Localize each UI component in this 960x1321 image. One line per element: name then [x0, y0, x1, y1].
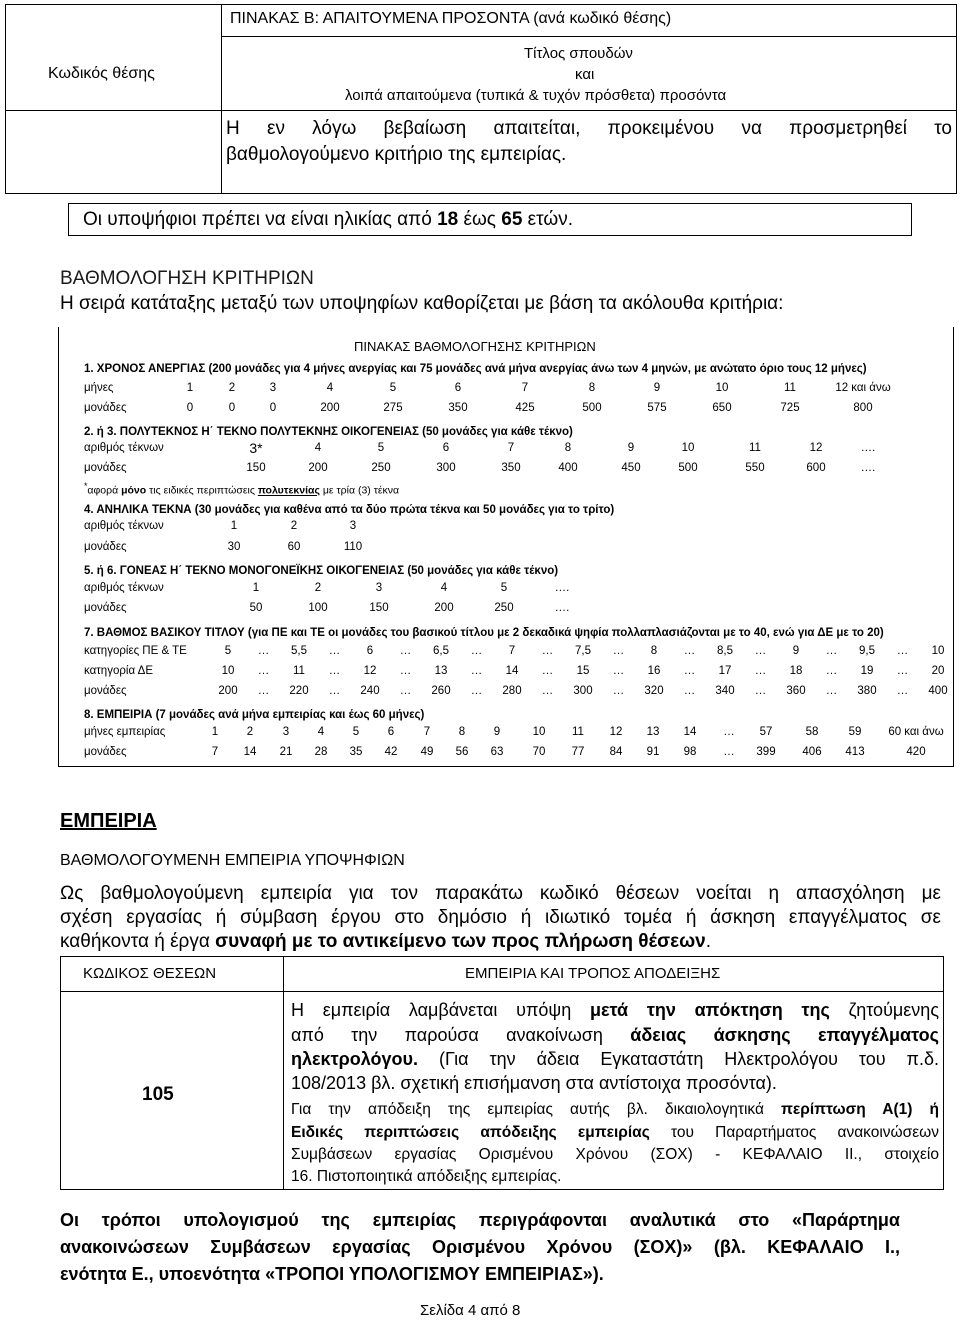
table-cell: …: [328, 645, 341, 657]
table-cell: 0: [269, 402, 277, 414]
experience-proof-line-1: Για την απόδειξη της εμπειρίας αυτής βλ. δικαιολογητικά περίπτωση Α(1) ή: [291, 1101, 939, 1118]
table-cell: 5: [389, 382, 397, 394]
table-cell: …: [723, 726, 735, 738]
table-cell: …: [896, 665, 909, 677]
table-b-note-line-2: βαθμολογούμενο κριτήριο της εμπειρίας.: [226, 144, 567, 165]
table-cell: 7,5: [575, 645, 591, 657]
table-cell: 12: [609, 726, 623, 738]
table-cell: 28: [314, 746, 328, 758]
table-cell: 250: [371, 462, 391, 474]
table-cell: 60 και άνω: [888, 726, 944, 738]
table-cell: 11: [293, 665, 305, 677]
table-cell: …: [328, 665, 341, 677]
table-cell: …: [399, 665, 412, 677]
polytekno-note: *αφορά μόνο τις ειδικές περιπτώσεις πολυτεκνίας με τρία (3) τέκνα: [84, 481, 400, 497]
table-cell: 7: [521, 382, 529, 394]
table-cell: 12: [363, 665, 377, 677]
table-cell: 725: [780, 402, 800, 414]
table-cell: ….: [554, 602, 570, 614]
table-cell: 56: [455, 746, 469, 758]
table-cell: 6: [366, 645, 374, 657]
table-cell: …: [541, 645, 554, 657]
table-cell: 575: [647, 402, 667, 414]
table-cell: 3: [375, 582, 383, 594]
table-cell: 5: [500, 582, 508, 594]
table-cell: 1: [211, 726, 219, 738]
table-cell: …: [683, 645, 696, 657]
table-cell: 8: [458, 726, 466, 738]
criterion-title: 7. ΒΑΘΜΟΣ ΒΑΣΙΚΟΥ ΤΙΤΛΟΥ (για ΠΕ και ΤΕ οι μονάδες του βασικού τίτλου με 2 δεκαδικά ψηφία πολλαπλασιάζονται με το 40, ενώ για ΔΕ με το 20): [84, 627, 884, 639]
table-cell: 200: [308, 462, 328, 474]
table-cell: 399: [756, 746, 776, 758]
table-cell: …: [257, 665, 270, 677]
table-cell: 380: [857, 685, 877, 697]
table-b-title: ΠΙΝΑΚΑΣ Β: ΑΠΑΙΤΟΥΜΕΝΑ ΠΡΟΣΟΝΤΑ (ανά κωδικό θέσης): [230, 10, 672, 27]
table-cell: 360: [786, 685, 806, 697]
table-b-header-divider: [5, 110, 957, 111]
row-label: μονάδες: [84, 541, 127, 553]
criterion-title: 2. ή 3. ΠΟΛΥΤΕΚΝΟΣ Η΄ ΤΕΚΝΟ ΠΟΛΥΤΕΚΝΗΣ ΟΙΚΟΓΕΝΕΙΑΣ (50 μονάδες για κάθε τέκνο): [84, 426, 573, 438]
table-cell: 9: [792, 645, 800, 657]
table-cell: 0: [228, 402, 236, 414]
table-cell: 220: [289, 685, 309, 697]
row-label: αριθμός τέκνων: [84, 520, 164, 532]
table-cell: 35: [349, 746, 363, 758]
table-cell: 9: [493, 726, 501, 738]
closing-line-3: ενότητα Ε., υποενότητα «ΤΡΟΠΟΙ ΥΠΟΛΟΓΙΣΜΟΥ ΕΜΠΕΙΡΙΑΣ»).: [60, 1264, 604, 1284]
table-cell: 11: [572, 726, 584, 738]
table-cell: 400: [558, 462, 578, 474]
table-cell: 98: [683, 746, 697, 758]
table-cell: 63: [490, 746, 504, 758]
table-cell: 240: [360, 685, 380, 697]
table-cell: …: [612, 645, 625, 657]
experience-subheading: ΒΑΘΜΟΛΟΓΟΥΜΕΝΗ ΕΜΠΕΙΡΙΑ ΥΠΟΨΗΦΙΩΝ: [60, 852, 405, 869]
table-cell: 3: [282, 726, 290, 738]
table-cell: 7: [508, 645, 516, 657]
table-cell: 50: [249, 602, 263, 614]
row-label: κατηγορίες ΠΕ & ΤΕ: [84, 645, 187, 657]
table-cell: 420: [906, 746, 926, 758]
table-b-title-divider: [221, 36, 957, 37]
table-cell: 3: [349, 520, 357, 532]
table-cell: …: [896, 685, 909, 697]
table-cell: 425: [515, 402, 535, 414]
table-cell: 8: [650, 645, 658, 657]
experience-desc-line-4: 108/2013 βλ. σχετική επισήμανση στα αντίστοιχα προσόντα).: [291, 1073, 777, 1093]
table-cell: 10: [715, 382, 729, 394]
table-cell: 1: [230, 520, 238, 532]
criterion-title: 1. ΧΡΟΝΟΣ ΑΝΕΡΓΙΑΣ (200 μονάδες για 4 μήνες ανεργίας και 75 μονάδες ανά μήνα ανεργίας άνω των 4 μηνών, με ανώτατο όριο τους 12 μήνες): [84, 363, 867, 375]
table-cell: …: [754, 685, 767, 697]
table-cell: 9: [627, 442, 635, 454]
experience-paragraph-line-2: σχέση εργασίας ή σύμβαση έργου στο δημόσιο ή ιδιωτικό τομέα ή άσκηση επαγγέλματος σε: [60, 907, 941, 928]
table-cell: 4: [440, 582, 448, 594]
table-cell: 42: [384, 746, 398, 758]
table-cell: 10: [931, 645, 945, 657]
table-cell: 280: [502, 685, 522, 697]
table-b-col-title-3: λοιπά απαιτούμενα (τυπικά & τυχόν πρόσθετα) προσόντα: [345, 87, 727, 104]
table-cell: 11: [749, 442, 761, 454]
table-cell: 7: [211, 746, 219, 758]
experience-heading: ΕΜΠΕΙΡΙΑ: [60, 810, 157, 832]
row-label: μονάδες: [84, 602, 127, 614]
experience-desc-line-1: Η εμπειρία λαμβάνεται υπόψη μετά την απόκτηση της ζητούμενης: [291, 1000, 939, 1020]
table-cell: 13: [434, 665, 448, 677]
table-cell: …: [328, 685, 341, 697]
experience-table-header-divider: [60, 991, 944, 992]
scoring-table-title: ΠΙΝΑΚΑΣ ΒΑΘΜΟΛΟΓΗΣΗΣ ΚΡΙΤΗΡΙΩΝ: [354, 339, 596, 354]
table-cell: 3: [269, 382, 277, 394]
age-min: 18: [437, 209, 459, 230]
table-cell: …: [399, 645, 412, 657]
table-cell: 200: [320, 402, 340, 414]
table-cell: 20: [931, 665, 945, 677]
table-cell: 1: [252, 582, 260, 594]
table-cell: …: [399, 685, 412, 697]
table-cell: 320: [644, 685, 664, 697]
table-cell: ….: [554, 582, 570, 594]
table-cell: …: [257, 685, 270, 697]
table-cell: 6,5: [433, 645, 449, 657]
table-cell: 0: [186, 402, 194, 414]
table-cell: 17: [718, 665, 732, 677]
table-cell: 6: [442, 442, 450, 454]
table-cell: 57: [759, 726, 773, 738]
table-cell: 8,5: [717, 645, 733, 657]
table-cell: 14: [683, 726, 697, 738]
row-label: μονάδες: [84, 402, 127, 414]
table-cell: 14: [505, 665, 519, 677]
table-cell: …: [825, 645, 838, 657]
table-cell: 300: [573, 685, 593, 697]
table-cell: 91: [646, 746, 660, 758]
criterion-title: 8. ΕΜΠΕΙΡΙΑ (7 μονάδες ανά μήνα εμπειρίας και έως 60 μήνες): [84, 709, 425, 721]
closing-line-1: Οι τρόποι υπολογισμού της εμπειρίας περιγράφονται αναλυτικά στο «Παράρτημα: [60, 1210, 900, 1230]
position-code: 105: [142, 1084, 174, 1105]
table-cell: 350: [448, 402, 468, 414]
table-cell: 600: [806, 462, 826, 474]
table-cell: …: [825, 665, 838, 677]
experience-desc-line-2: από την παρούσα ανακοίνωση άδειας άσκησης επαγγέλματος: [291, 1025, 939, 1045]
table-cell: 413: [845, 746, 865, 758]
table-cell: 13: [646, 726, 660, 738]
experience-col-code: ΚΩΔΙΚΟΣ ΘΕΣΕΩΝ: [83, 965, 217, 982]
table-cell: 4: [317, 726, 325, 738]
row-label: αριθμός τέκνων: [84, 442, 164, 454]
experience-proof-line-3: Συμβάσεων εργασίας Ορισμένου Χρόνου (ΣΟΧ) - ΚΕΦΑΛΑΙΟ ΙΙ., στοιχείο: [291, 1146, 939, 1163]
row-label: μήνες εμπειρίας: [84, 726, 166, 738]
table-cell: 5: [352, 726, 360, 738]
table-b-note-line-1: Η εν λόγω βεβαίωση απαιτείται, προκειμένου να προσμετρηθεί το: [226, 118, 952, 139]
table-cell: 4: [326, 382, 334, 394]
table-cell: ….: [860, 442, 876, 454]
experience-table-col-divider: [283, 956, 284, 1190]
table-cell: 800: [853, 402, 873, 414]
table-cell: …: [896, 645, 909, 657]
table-cell: …: [257, 645, 270, 657]
experience-paragraph-line-1: Ως βαθμολογούμενη εμπειρία για τον παρακάτω κωδικό θέσεων νοείται η απασχόληση με: [60, 883, 941, 904]
table-cell: …: [470, 665, 483, 677]
table-cell: 5: [224, 645, 232, 657]
table-cell: 2: [290, 520, 298, 532]
table-cell: 19: [860, 665, 874, 677]
table-cell: 275: [383, 402, 403, 414]
experience-proof-line-2: Ειδικές περιπτώσεις απόδειξης εμπειρίας του Παραρτήματος ανακοινώσεων: [291, 1124, 939, 1141]
experience-desc-line-3: ηλεκτρολόγου. (Για την άδεια Εγκαταστάτη Ηλεκτρολόγου του π.δ.: [291, 1049, 939, 1069]
table-cell: …: [683, 665, 696, 677]
table-cell: 11: [784, 382, 796, 394]
table-cell: 500: [582, 402, 602, 414]
table-cell: 400: [928, 685, 948, 697]
table-b-col-title-1: Τίτλος σπουδών: [524, 45, 633, 62]
table-cell: 1: [186, 382, 194, 394]
table-b-col-title-2: και: [575, 66, 595, 83]
table-cell: 7: [507, 442, 515, 454]
table-cell: 3*: [249, 440, 263, 456]
table-cell: 150: [369, 602, 389, 614]
table-cell: …: [754, 645, 767, 657]
table-cell: …: [612, 685, 625, 697]
page-number: Σελίδα 4 από 8: [420, 1302, 521, 1319]
table-cell: 10: [532, 726, 546, 738]
table-cell: …: [825, 685, 838, 697]
table-cell: 21: [279, 746, 293, 758]
table-cell: 59: [848, 726, 862, 738]
table-cell: 2: [314, 582, 322, 594]
table-cell: 450: [621, 462, 641, 474]
table-cell: 4: [314, 442, 322, 454]
row-label: κατηγορία ΔΕ: [84, 665, 153, 677]
table-cell: …: [541, 685, 554, 697]
table-cell: 2: [246, 726, 254, 738]
table-cell: 200: [218, 685, 238, 697]
table-cell: 110: [343, 541, 363, 553]
table-cell: 10: [681, 442, 695, 454]
table-cell: …: [754, 665, 767, 677]
table-cell: …: [470, 645, 483, 657]
table-cell: 49: [420, 746, 434, 758]
table-cell: 340: [715, 685, 735, 697]
table-cell: 84: [609, 746, 623, 758]
table-cell: 8: [564, 442, 572, 454]
row-label: αριθμός τέκνων: [84, 582, 164, 594]
experience-proof-line-4: 16. Πιστοποιητικά απόδειξης εμπειρίας.: [291, 1168, 562, 1185]
table-cell: 100: [308, 602, 328, 614]
table-cell: 60: [287, 541, 301, 553]
table-cell: 5,5: [291, 645, 307, 657]
table-cell: 300: [436, 462, 456, 474]
table-cell: 15: [576, 665, 590, 677]
row-label: μονάδες: [84, 746, 127, 758]
table-cell: 550: [745, 462, 765, 474]
row-label: μονάδες: [84, 462, 127, 474]
table-cell: 77: [571, 746, 585, 758]
experience-paragraph-line-3: καθήκοντα ή έργα συναφή με το αντικείμενο των προς πλήρωση θέσεων.: [60, 931, 712, 952]
table-cell: 10: [221, 665, 235, 677]
table-b-col-divider: [221, 4, 222, 194]
criteria-intro: Η σειρά κατάταξης μεταξύ των υποψηφίων καθορίζεται με βάση τα ακόλουθα κριτήρια:: [60, 293, 784, 314]
table-cell: …: [541, 665, 554, 677]
table-cell: 2: [228, 382, 236, 394]
criterion-title: 4. ΑΝΗΛΙΚΑ ΤΕΚΝΑ (30 μονάδες για καθένα από τα δύο πρώτα τέκνα και 50 μονάδες για το τρίτο): [84, 504, 615, 516]
table-cell: 8: [588, 382, 596, 394]
table-cell: 200: [434, 602, 454, 614]
table-cell: 6: [387, 726, 395, 738]
table-cell: 12 και άνω: [835, 382, 891, 394]
table-cell: 14: [243, 746, 257, 758]
table-cell: 5: [377, 442, 385, 454]
table-cell: 9: [653, 382, 661, 394]
table-cell: 58: [805, 726, 819, 738]
table-cell: 6: [454, 382, 462, 394]
table-cell: …: [470, 685, 483, 697]
criterion-title: 5. ή 6. ΓΟΝΕΑΣ Η΄ ΤΕΚΝΟ ΜΟΝΟΓΟΝΕΪΚΗΣ ΟΙΚΟΓΕΝΕΙΑΣ (50 μονάδες για κάθε τέκνο): [84, 565, 559, 577]
table-cell: 70: [532, 746, 546, 758]
age-requirement: Οι υποψήφιοι πρέπει να είναι ηλικίας από 18 έως 65 ετών.: [83, 209, 573, 230]
table-cell: 150: [246, 462, 266, 474]
table-cell: …: [612, 665, 625, 677]
table-cell: 7: [423, 726, 431, 738]
table-cell: 350: [501, 462, 521, 474]
table-cell: 30: [227, 541, 241, 553]
table-cell: 12: [809, 442, 823, 454]
table-cell: 250: [494, 602, 514, 614]
table-cell: 500: [678, 462, 698, 474]
age-max: 65: [501, 209, 523, 230]
table-cell: …: [723, 746, 735, 758]
table-cell: 406: [802, 746, 822, 758]
table-cell: 650: [712, 402, 732, 414]
table-cell: 260: [431, 685, 451, 697]
table-cell: 9,5: [859, 645, 875, 657]
table-cell: 16: [647, 665, 661, 677]
table-b-col-code: Κωδικός θέσης: [48, 65, 155, 82]
row-label: μήνες: [84, 382, 114, 394]
table-cell: 18: [789, 665, 803, 677]
experience-col-proof: ΕΜΠΕΙΡΙΑ ΚΑΙ ΤΡΟΠΟΣ ΑΠΟΔΕΙΞΗΣ: [465, 965, 721, 982]
criteria-heading: ΒΑΘΜΟΛΟΓΗΣΗ ΚΡΙΤΗΡΙΩΝ: [60, 268, 314, 289]
closing-line-2: ανακοινώσεων Συμβάσεων εργασίας Ορισμένου Χρόνου (ΣΟΧ)» (βλ. ΚΕΦΑΛΑΙΟ Ι.,: [60, 1237, 900, 1257]
table-cell: …: [683, 685, 696, 697]
table-cell: ….: [860, 462, 876, 474]
row-label: μονάδες: [84, 685, 127, 697]
